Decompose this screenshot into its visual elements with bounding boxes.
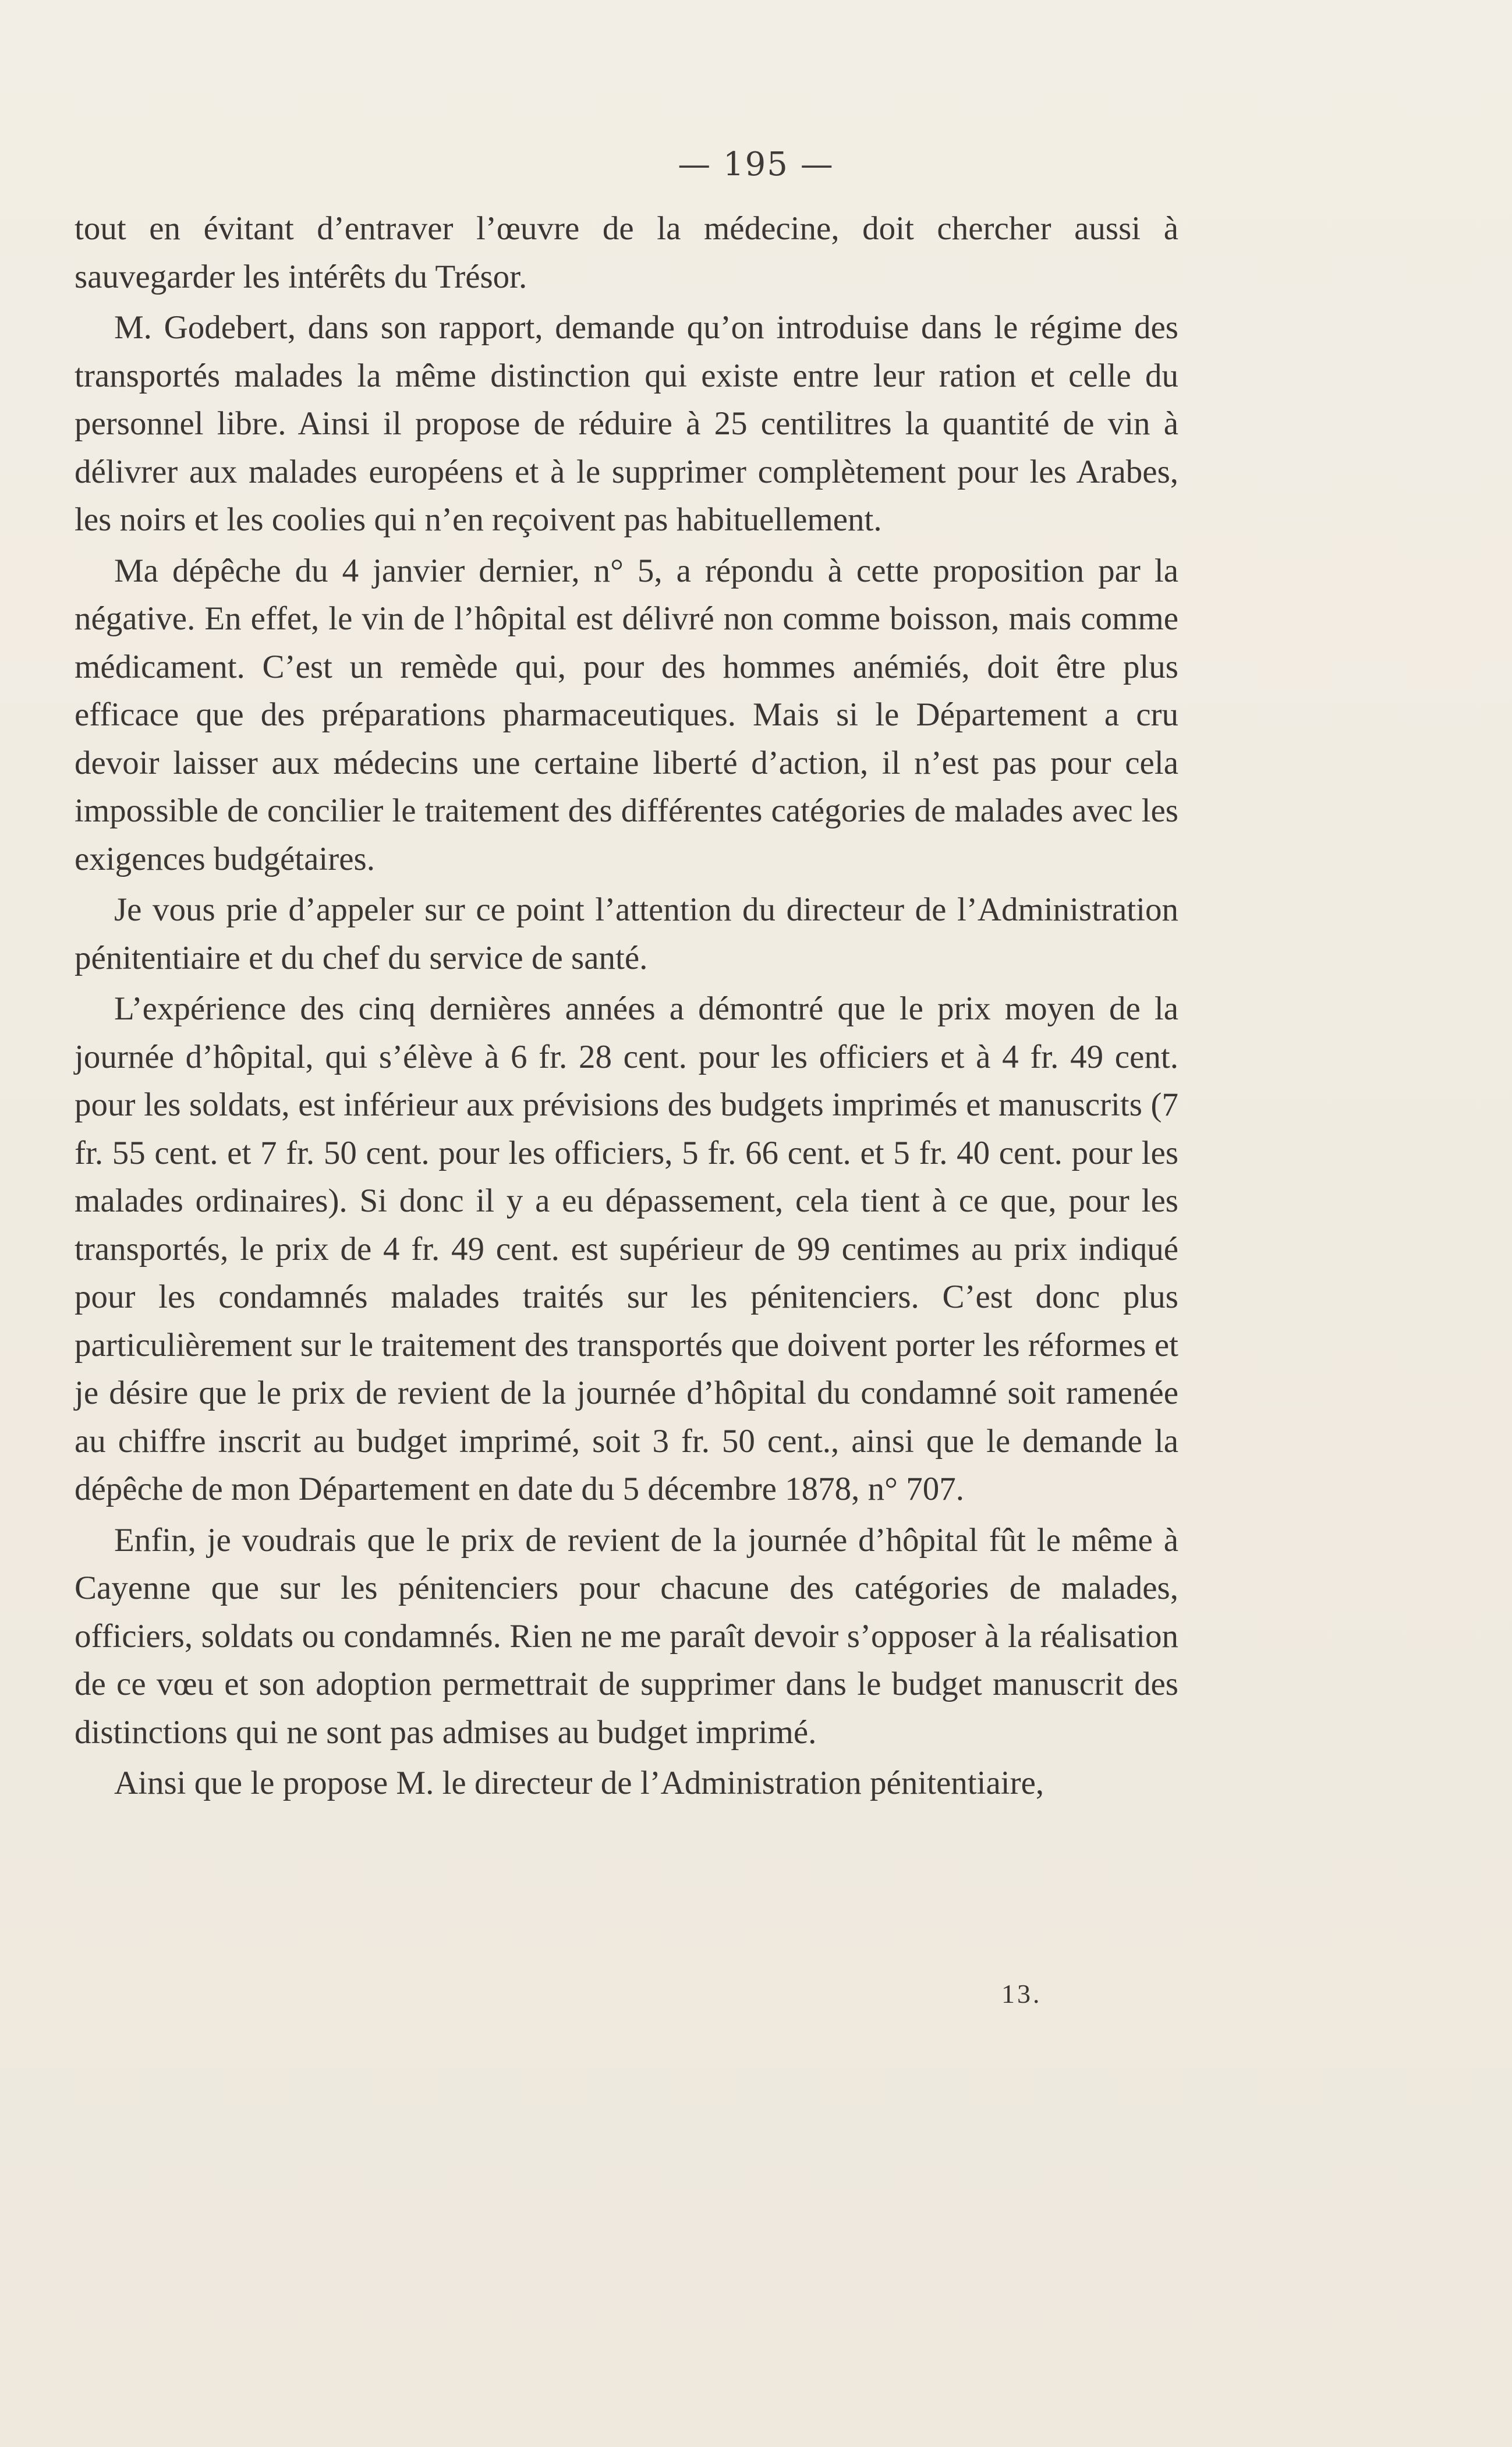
paragraph-5: L’expérience des cinq dernières années a démontré que le prix moyen de la journée d’hôpital, qui s’élève à 6 fr. 28 cent. pour les officiers et à 4 fr. 49 cent. pour les soldats, est inférieur aux prévisions des budgets imprimés et manuscrits (7 fr. 55 cent. et 7 fr. 50 cent. pour les officiers, 5 fr. 66 cent. et 5 fr. 40 cent. pour les malades ordinaires). Si donc il y a eu dépassement, cela tient à ce que, pour les transportés, le prix de 4 fr. 49 cent. est supérieur de 99 centimes au prix indiqué pour les condamnés malades traités sur les pénitenciers. C’est donc plus particulièrement sur le traitement des transportés que doivent porter les réformes et je désire que le prix de revient de la journée d’hôpital du condamné soit ramenée au chiffre inscrit au budget imprimé, soit 3 fr. 50 cent., ainsi que le demande la dépêche de mon Département en date du 5 décembre 1878, n° 707. [75,990,1178,1507]
paragraph-4: Je vous prie d’appeler sur ce point l’attention du directeur de l’Administration pénitentiaire et du chef du service de santé. [75,891,1178,976]
document-body [75,205,1178,1808]
paragraph-6: Enfin, je voudrais que le prix de revient de la journée d’hôpital fût le même à Cayenne que sur les pénitenciers pour chacune des catégories de malades, officiers, soldats ou condamnés. Rien ne me paraît devoir s’opposer à la réalisation de ce vœu et son adoption permettrait de supprimer dans le budget manuscrit des distinctions qui ne sont pas admises au budget imprimé. [75,1521,1178,1751]
signature-mark: 13. [1001,1979,1042,2009]
paragraph-3: Ma dépêche du 4 janvier dernier, n° 5, a répondu à cette proposition par la négative. En effet, le vin de l’hôpital est délivré non comme boisson, mais comme médicament. C’est un remède qui, pour des hommes anémiés, doit être plus efficace que des préparations pharmaceutiques. Mais si le Département a cru devoir laisser aux médecins une certaine liberté d’action, il n’est pas pour cela impossible de concilier le traitement des différentes catégories de malades avec les exigences budgétaires. [75,552,1178,877]
paragraph-2: M. Godebert, dans son rapport, demande qu’on introduise dans le régime des transportés malades la même distinction qui existe entre leur ration et celle du personnel libre. Ainsi il propose de réduire à 25 centilitres la quantité de vin à délivrer aux malades européens et à le supprimer complètement pour les Arabes, les noirs et les coolies qui n’en reçoivent pas habituellement. [75,309,1178,538]
paragraph-1: tout en évitant d’entraver l’œuvre de la médecine, doit chercher aussi à sauvegarder les intérêts du Trésor. [75,210,1178,295]
paragraph-7: Ainsi que le propose M. le directeur de l’Administration pénitentiaire, [114,1765,1044,1801]
page-number: — 195 — [678,146,834,183]
